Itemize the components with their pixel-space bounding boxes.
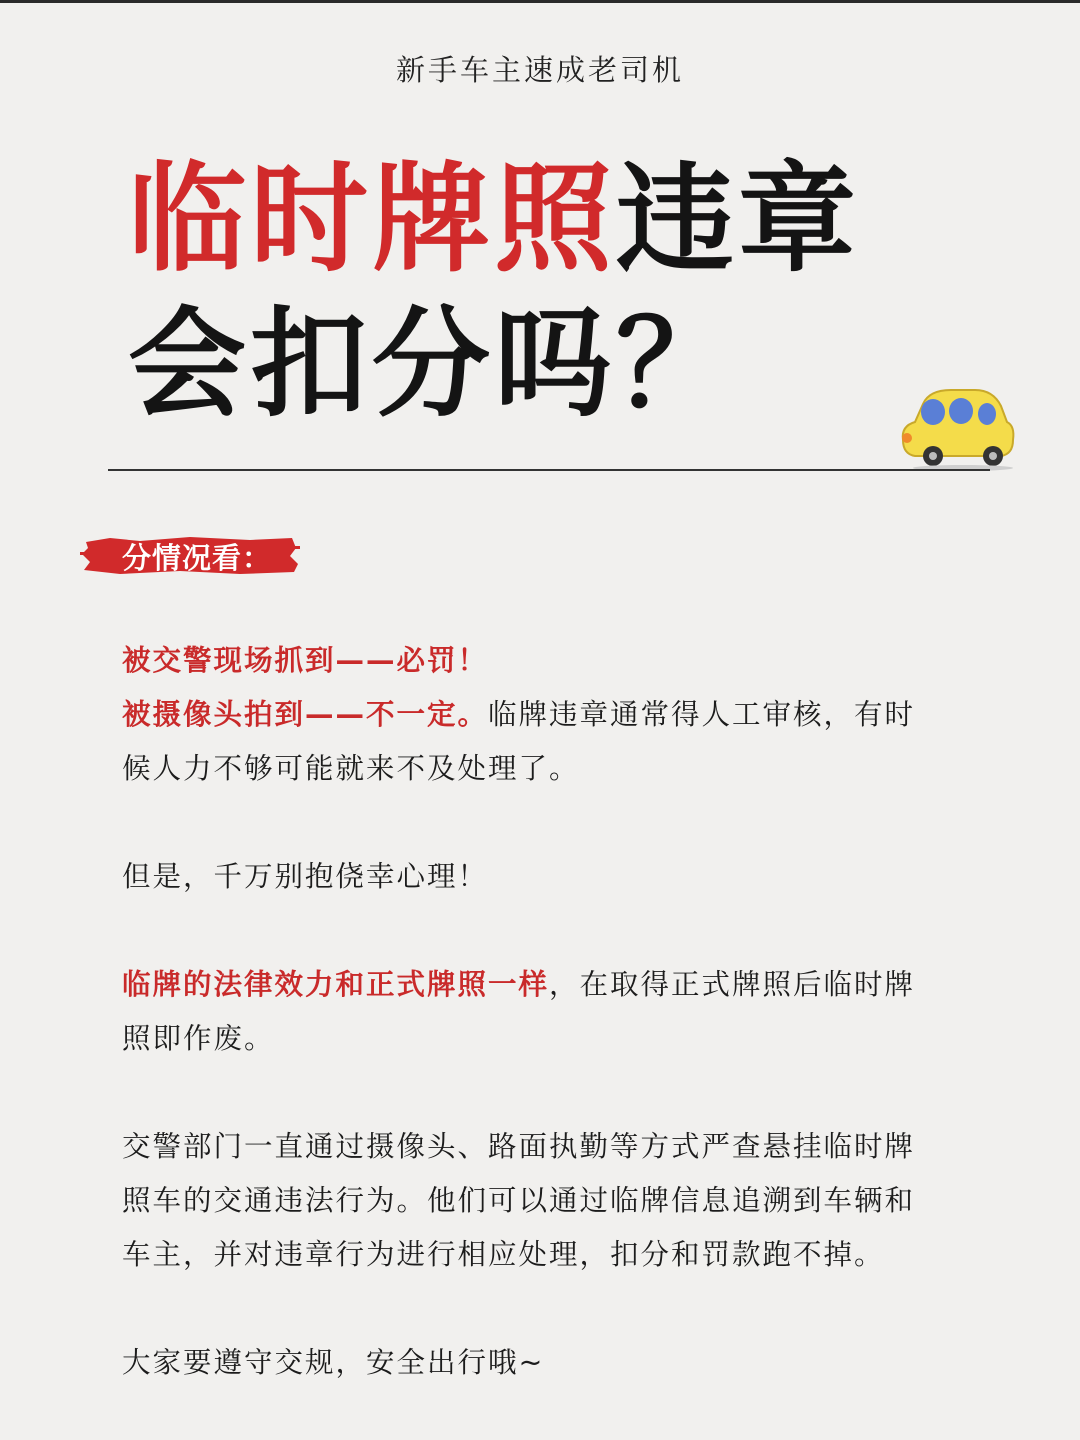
- paragraph-3: [122, 958, 992, 1066]
- section-tag-label: 分情况看：: [122, 541, 273, 575]
- text-line: 候人力不够可能就来不及处理了。: [122, 752, 580, 785]
- text-line: 大家要遵守交规，安全出行哦~: [122, 1346, 545, 1379]
- text-line: 但是，千万别抱侥幸心理！: [122, 860, 489, 893]
- normal-text: ，在取得正式牌照后临时牌: [549, 968, 916, 1001]
- title-divider: [108, 469, 990, 471]
- headline-line-2: 会扣分吗？: [128, 295, 739, 433]
- series-label: 新手车主速成老司机: [395, 53, 684, 87]
- section-tag: [80, 532, 300, 578]
- highlight-text: 被摄像头拍到——不一定。: [122, 698, 489, 731]
- text-line: 车主，并对违章行为进行相应处理，扣分和罚款跑不掉。: [122, 1238, 885, 1271]
- text-line: 被交警现场抓到——必罚！: [122, 644, 489, 677]
- text-line: [122, 958, 992, 1012]
- text-line: 照车的交通违法行为。他们可以通过临牌信息追溯到车辆和: [122, 1184, 916, 1217]
- car-icon: [893, 382, 1019, 472]
- paragraph-5: [122, 1336, 992, 1390]
- text-line: [122, 688, 992, 742]
- paragraph-2: [122, 850, 992, 904]
- top-border-line: [0, 0, 1080, 3]
- headline-line-1: [128, 150, 861, 288]
- paragraph-4: [122, 1120, 992, 1282]
- highlight-text: 临牌的法律效力和正式牌照一样: [122, 968, 550, 1001]
- text-line: 照即作废。: [122, 1022, 275, 1055]
- normal-text: 临牌违章通常得人工审核，有时: [488, 698, 916, 731]
- text-line: 交警部门一直通过摄像头、路面执勤等方式严查悬挂临时牌: [122, 1130, 916, 1163]
- paragraph-1: [122, 634, 992, 796]
- headline-black-text: 违章: [616, 150, 861, 288]
- headline-red-text: 临时牌照: [128, 150, 617, 288]
